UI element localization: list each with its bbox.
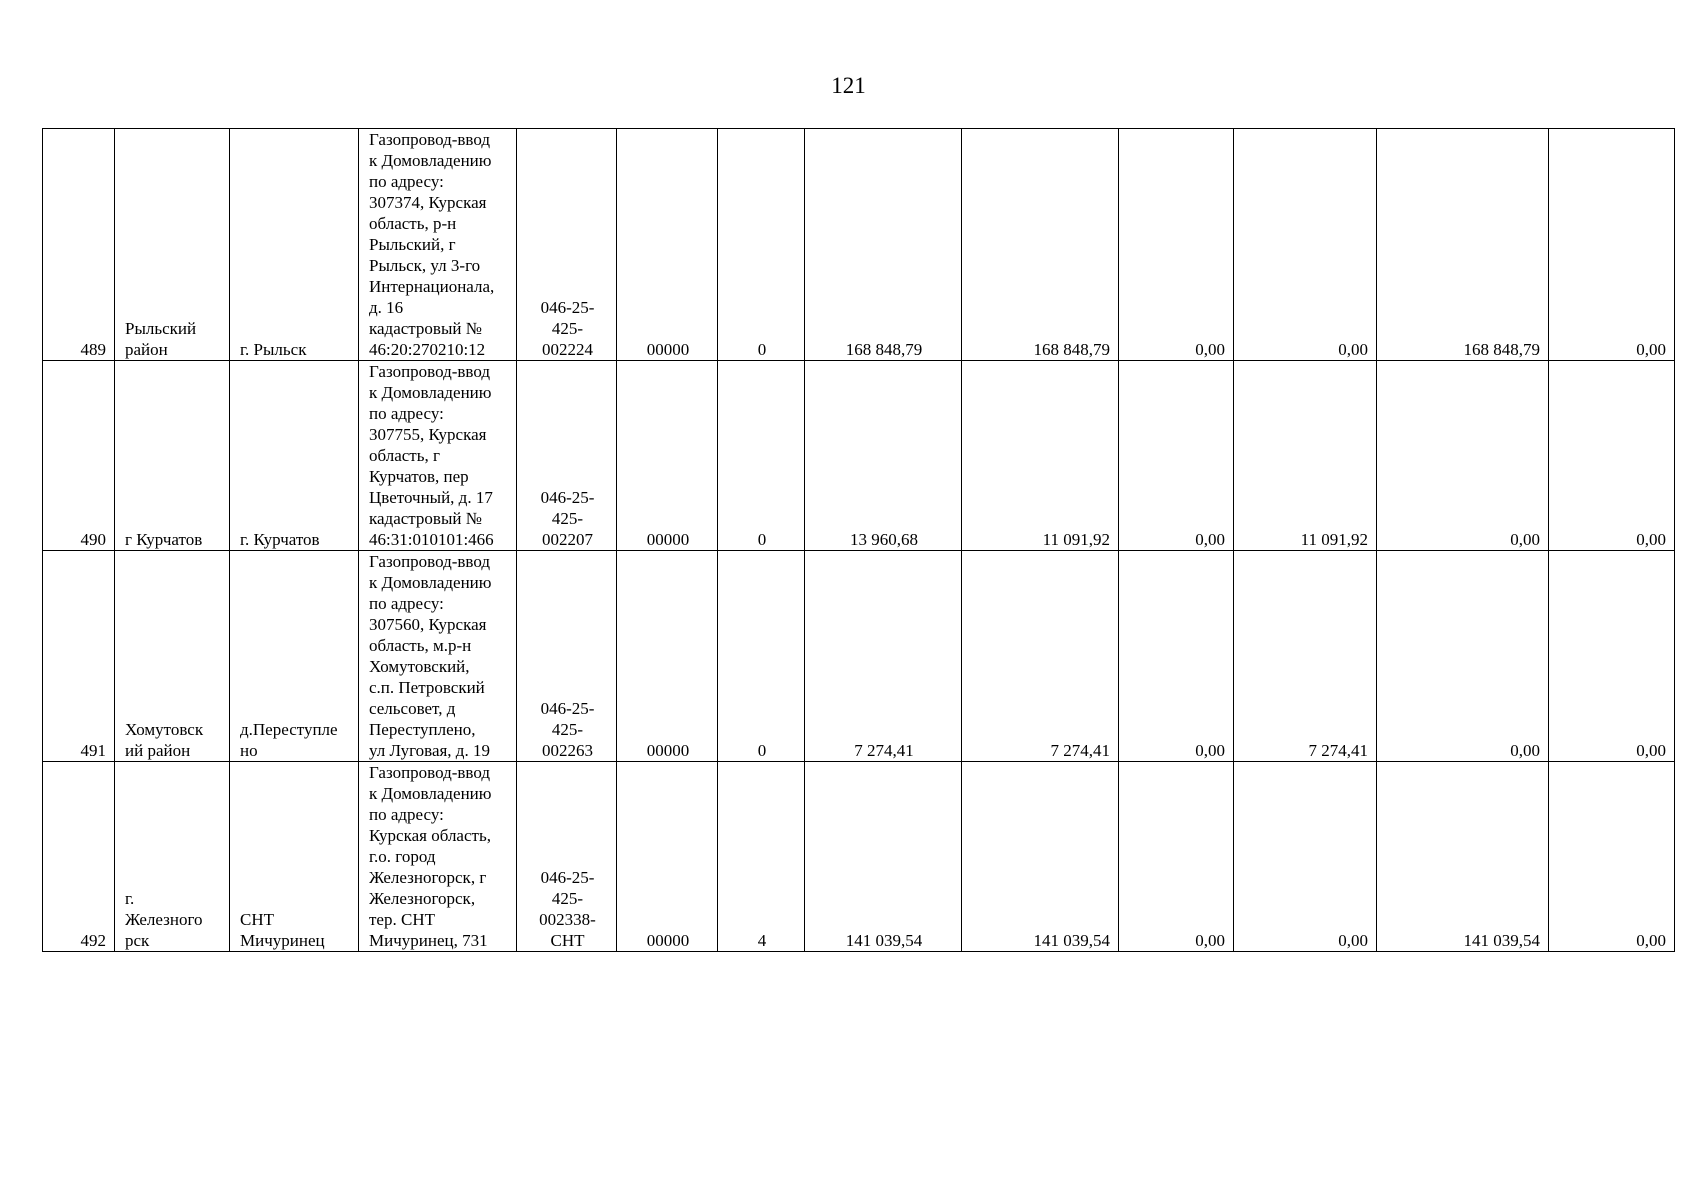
value-cell-4: 7 274,41 (1234, 551, 1377, 762)
account-code-cell: 00000 (617, 129, 718, 361)
table-row (43, 551, 1675, 762)
value-cell-4: 11 091,92 (1234, 361, 1377, 551)
value-cell-2: 168 848,79 (962, 129, 1119, 361)
value-cell-5: 141 039,54 (1377, 762, 1549, 952)
object-description-cell: Газопровод-ввод к Домовладению по адресу: 307560, Курская область, м.р-н Хомутовский, с.п. Петровский сельсовет, д Переступлено, ул Луговая, д. 19 (359, 551, 517, 762)
row-number-cell: 490 (43, 361, 115, 551)
locality-cell: СНТ Мичуринец (230, 762, 359, 952)
value-cell-2: 7 274,41 (962, 551, 1119, 762)
inventory-code-cell: 046-25- 425- 002263 (517, 551, 617, 762)
registry-table (42, 128, 1675, 952)
value-cell-4: 0,00 (1234, 129, 1377, 361)
district-cell: Хомутовск ий район (115, 551, 230, 762)
district-cell: г Курчатов (115, 361, 230, 551)
quantity-cell: 0 (718, 551, 805, 762)
table-row (43, 129, 1675, 361)
locality-cell: д.Переступле но (230, 551, 359, 762)
district-cell: Рыльский район (115, 129, 230, 361)
locality-cell: г. Рыльск (230, 129, 359, 361)
value-cell-5: 168 848,79 (1377, 129, 1549, 361)
value-cell-3: 0,00 (1119, 129, 1234, 361)
row-number-cell: 489 (43, 129, 115, 361)
value-cell-2: 11 091,92 (962, 361, 1119, 551)
object-description-cell: Газопровод-ввод к Домовладению по адресу: Курская область, г.о. город Железногорск, г Железногорск, тер. СНТ Мичуринец, 731 (359, 762, 517, 952)
value-cell-3: 0,00 (1119, 762, 1234, 952)
value-cell-3: 0,00 (1119, 551, 1234, 762)
value-cell-5: 0,00 (1377, 551, 1549, 762)
table-row (43, 361, 1675, 551)
quantity-cell: 0 (718, 361, 805, 551)
inventory-code-cell: 046-25- 425- 002224 (517, 129, 617, 361)
table-row (43, 762, 1675, 952)
value-cell-2: 141 039,54 (962, 762, 1119, 952)
value-cell-6: 0,00 (1549, 361, 1675, 551)
account-code-cell: 00000 (617, 551, 718, 762)
value-cell-6: 0,00 (1549, 762, 1675, 952)
value-cell-3: 0,00 (1119, 361, 1234, 551)
locality-cell: г. Курчатов (230, 361, 359, 551)
value-cell-1: 7 274,41 (805, 551, 962, 762)
row-number-cell: 491 (43, 551, 115, 762)
account-code-cell: 00000 (617, 361, 718, 551)
value-cell-5: 0,00 (1377, 361, 1549, 551)
row-number-cell: 492 (43, 762, 115, 952)
value-cell-1: 168 848,79 (805, 129, 962, 361)
object-description-cell: Газопровод-ввод к Домовладению по адресу: 307755, Курская область, г Курчатов, пер Цветочный, д. 17 кадастровый № 46:31:010101:466 (359, 361, 517, 551)
object-description-cell: Газопровод-ввод к Домовладению по адресу: 307374, Курская область, р-н Рыльский, г Рыльск, ул 3-го Интернационала, д. 16 кадастровый № 46:20:270210:12 (359, 129, 517, 361)
quantity-cell: 0 (718, 129, 805, 361)
value-cell-6: 0,00 (1549, 129, 1675, 361)
inventory-code-cell: 046-25- 425- 002338- СНТ (517, 762, 617, 952)
value-cell-1: 141 039,54 (805, 762, 962, 952)
quantity-cell: 4 (718, 762, 805, 952)
inventory-code-cell: 046-25- 425- 002207 (517, 361, 617, 551)
district-cell: г. Железного рск (115, 762, 230, 952)
account-code-cell: 00000 (617, 762, 718, 952)
value-cell-6: 0,00 (1549, 551, 1675, 762)
value-cell-1: 13 960,68 (805, 361, 962, 551)
page-number: 121 (831, 73, 866, 98)
value-cell-4: 0,00 (1234, 762, 1377, 952)
